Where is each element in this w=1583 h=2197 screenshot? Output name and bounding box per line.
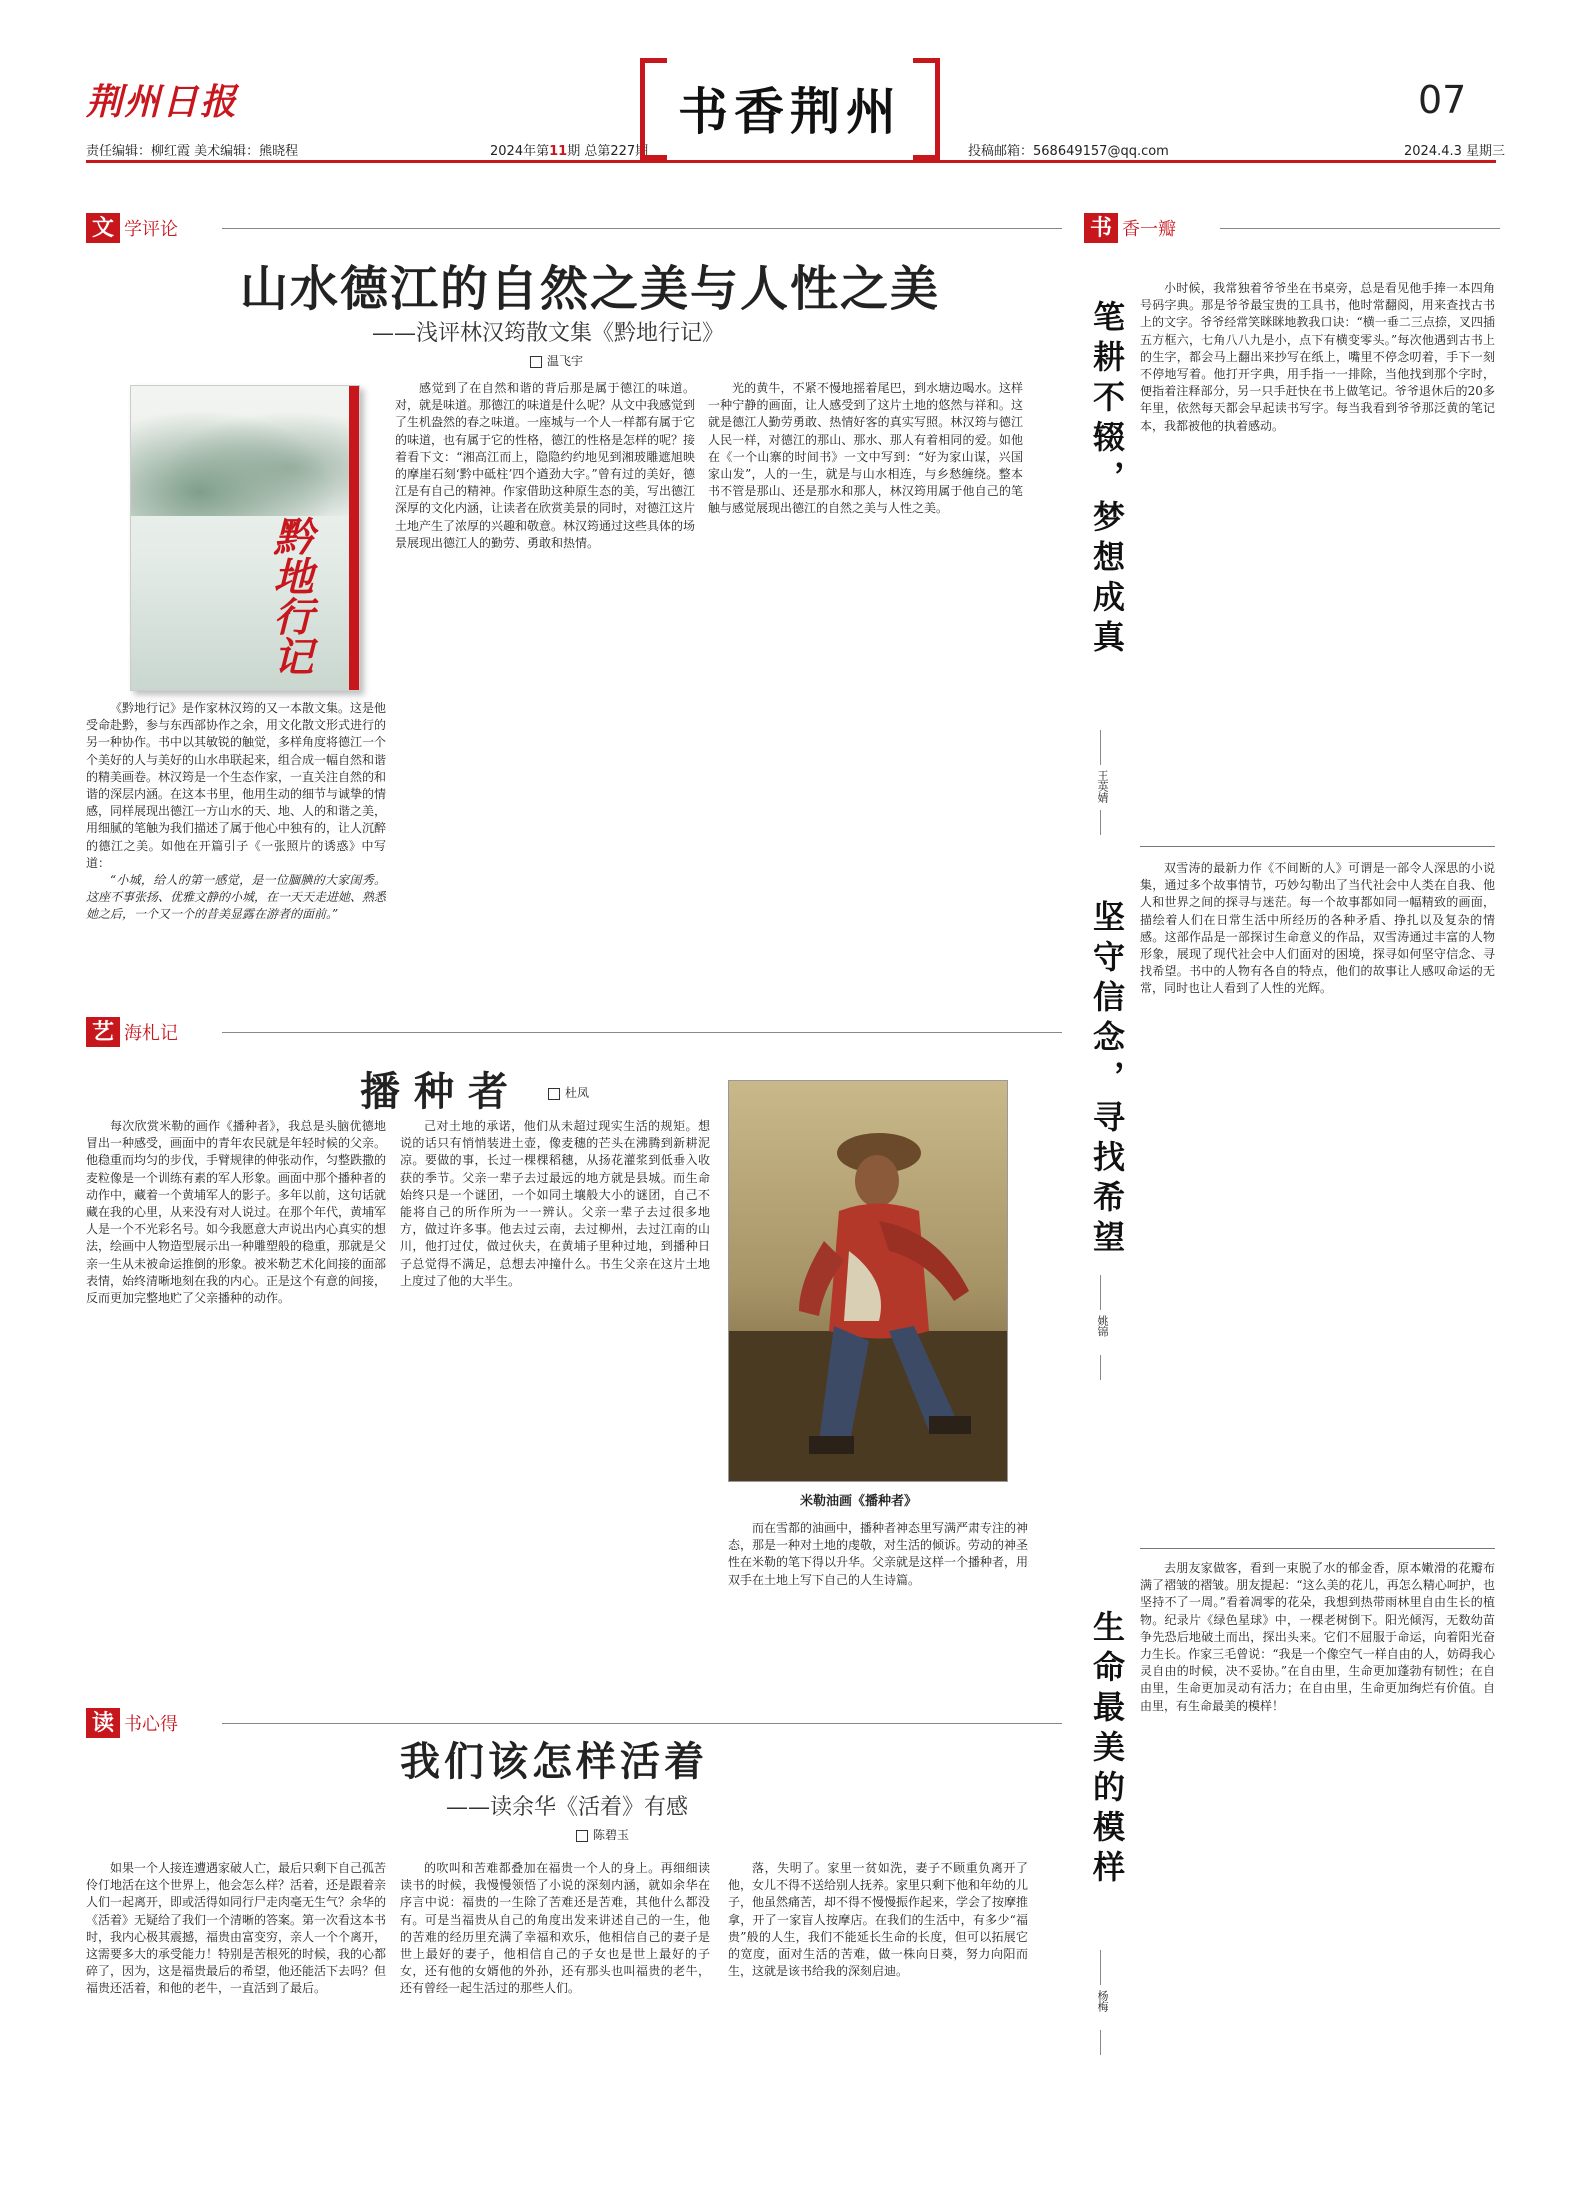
painting-caption: 米勒油画《播种者》 <box>800 1494 918 1509</box>
reading-subtitle: ——读余华《活着》有感 <box>446 1795 689 1820</box>
piece-3-text: 去朋友家做客，看到一束脱了水的郁金香，原本嫩滑的花瓣布满了褶皱的褶皱。朋友提起：“这么美的花儿，再怎么精心呵护，也坚持不了一周。”看着凋零的花朵，我想到热带雨林里自由生长的植物。纪录片《绿色星球》中，一棵老树倒下。阳光倾泻，无数幼苗争先恐后地破土而出，探出头来。它们不屈服于命运，向着阳光奋力生长。作家三毛曾说：“我是一个像空气一样自由的人，妨碍我心灵自由的时候，决不妥协。”在自由里，生命更加蓬勃有韧性；在自由里，生命更加灵动有活力；在自由里，生命更加绚烂有价值。自由里，有生命最美的模样！ <box>1140 1561 1495 1713</box>
review-column-1: 《黔地行记》是作家林汉筠的又一本散文集。这是他受命赴黔，参与东西部协作之余，用文化散文形式进行的另一种协作。书中以其敏锐的触觉，多样角度将德江一个个美好的人与美好的山水串联起来，组合成一幅自然和谐的精美画卷。林汉筠是一个生态作家，一直关注自然的和谐的深层内涵。在这本书里，他用生动的细节与诚挚的情感，同样展现出德江一方山水的天、地、人的和谐之美，用细腻的笔触为我们描述了属于他心中独有的，让人沉醉的德江之美。如他在开篇引子《一张照片的诱惑》中写道： “小城，给人的第一感觉，是一位腼腆的大家闺秀。这座不事张扬、优雅文静的小城，在一天天走进她、熟悉她之后，一个又一个的昔美显露在游者的面前。” <box>86 701 386 922</box>
piece-2-title: 坚守信念，寻找希望 <box>1088 900 1126 1260</box>
art-byline: 杜凤 <box>548 1084 589 1101</box>
review-column-3: 光的黄牛，不紧不慢地摇着尾巴，到水塘边喝水。这样一种宁静的画面，让人感受到了这片土地的悠然与祥和。这就是德江人勤劳勇敢、热情好客的真实写照。林汉筠与德江人民一样，对德江的那山、那水、那人有着相同的爱。如他在《一个山寨的时间书》一文中写到：“好为家山谋，兴国家山发”，人的一生，就是与山水相连，与乡愁缠绕。整本书不管是那山、还是那水和那人，林汉筠用属于他自己的笔触与感觉展现出德江的自然之美与人性之美。 <box>708 381 1023 516</box>
art-column-1: 每次欣赏米勒的画作《播种者》，我总是头脑优德地冒出一种感受，画面中的青年农民就是年轻时候的父亲。他稳重而均匀的步伐，手臂规律的伸张动作，匀整跌撒的麦粒像是一个训练有素的军人形象。画面中那个播种者的动作中，藏着一个黄埔军人的影子。多年以前，这句话就藏在我的心里，从来没有对人说过。在那个年代，黄埔军人是一个不光彩名号。如今我愿意大声说出内心真实的想法，绘画中人物造型展示出一种雕塑般的稳重，那就是父亲一生从未被命运推倒的形象。被米勒艺术化间接的面部表情，始终清晰地刻在我的内心。正是这个有意的间接，反而更加完整地贮了父亲播种的动作。 <box>86 1119 386 1306</box>
reading-column-2: 的吹叫和苦难都叠加在福贵一个人的身上。再细细读读书的时候，我慢慢领悟了小说的深刻内涵，就如余华在序言中说：福贵的一生除了苦难还是苦难，其他什么都没有。可是当福贵从自己的角度出发来讲述自己的一生，他的苦难的经历里充满了幸福和欢乐，他相信自己的妻子是世上最好的妻子，他相信自己的子女也是世上最好的子女，还有他的女婿他的外孙，还有那头也叫福贵的老牛，还有曾经一起生活过的那些人们。 <box>400 1861 710 1996</box>
art-column-3: 而在雪都的油画中，播种者神态里写满严肃专注的神态，那是一种对土地的虔敬，对生活的倾诉。劳动的神圣性在米勒的笔下得以升华。父亲就是这样一个播种者，用双手在土地上写下自己的人生诗篇。 <box>728 1521 1028 1587</box>
masthead-rule <box>86 160 1496 163</box>
reading-title: 我们该怎样活着 <box>400 1738 708 1785</box>
review-column-2: 感觉到了在自然和谐的背后那是属于德江的味道。对，就是味道。那德江的味道是什么呢？从文中我感觉到了生机盎然的春之味道。一座城与一个人一样都有属于它的味道，也有属于它的性格，德江的性格是怎样的呢？接着看下文：“湘高江而上，隐隐约约地见到湘玻雕遮旭映的摩崖石刻‘黔中砥柱’四个遒劲大字。”曾有过的美好，德江是有自己的精神。作家借助这种原生态的美，写出德江深厚的文化内涵，让读者在欣赏美景的同时，对德江这片土地产生了浓厚的兴趣和敬意。林汉筠通过这些具体的场景展现出德江人的勤劳、勇敢和热情。 <box>395 381 695 550</box>
sower-painting <box>728 1080 1008 1482</box>
piece-3-author: 杨梅 <box>1096 1990 1109 2012</box>
piece-1-author: 王英婧 <box>1096 770 1109 803</box>
art-column-2: 己对土地的承诺，他们从未超过现实生活的规矩。想说的话只有悄悄装进土壶，像麦穗的芒头在沸腾到新耕泥凉。要做的事，长过一棵棵稻穗，从扬花灌浆到低垂入收获的季节。父亲一辈子去过最远的地方就是县城。而生命始终只是一个谜团，一个如同土壤般大小的谜团，自己不能将自己的所作所为一一辨认。父亲一辈子去过很多地方，做过许多事。他去过云南，去过柳州，去过江南的山川，他打过仗，做过伙夫，在黄埔子里种过地，到播种日子总觉得不满足，总想去冲撞什么。书生父亲在这片土地上度过了他的大半生。 <box>400 1119 710 1288</box>
piece-1-text: 小时候，我常独着爷爷坐在书桌旁，总是看见他手捧一本四角号码字典。那是爷爷最宝贵的工具书，他时常翻阅，用来查找古书上的文字。爷爷经常笑眯眯地教我口诀：“横一垂二三点捺，叉四插五方框六，七角八八九是小，点下有横变零头。”每次他遇到古书上的生字，都会马上翻出来抄写在纸上，嘴里不停念叨着，手下一刻不停地写着。他打开字典，用手指一一排除，当他找到那个字时，便指着注释部分，另一只手赶快在书上做笔记。爷爷退休后的20多年里，依然每天都会早起读书写字。每当我看到爷爷那泛黄的笔记本，我都被他的执着感动。 <box>1140 281 1495 433</box>
piece-1-title: 笔耕不辍，梦想成真 <box>1088 300 1126 660</box>
review-byline: 温飞宇 <box>530 352 583 369</box>
book-cover-title: 黔地行记 <box>267 516 314 676</box>
reading-column-3: 落，失明了。家里一贫如洗，妻子不顾重负离开了他，女儿不得不送给别人抚养。家里只剩下他和年幼的儿子，他虽然痛苦，却不得不慢慢振作起来，学会了按摩推拿，开了一家盲人按摩店。在我们的生活中，有多少“福贵”般的人生，我们不能延长生命的长度，但可以拓展它的宽度，面对生活的苦难，做一株向日葵，努力向阳而生，这就是该书给我的深刻启迪。 <box>728 1861 1028 1979</box>
section-tag-bookfragrance: 书 香一瓣 <box>1084 213 1176 243</box>
issue-date: 2024.4.3 星期三 <box>1404 144 1506 159</box>
piece-2-author: 姚锦 <box>1096 1315 1109 1337</box>
submission-email: 投稿邮箱：568649157@qq.com <box>968 144 1169 159</box>
section-banner <box>640 58 940 150</box>
review-title: 山水德江的自然之美与人性之美 <box>239 261 940 317</box>
piece-3-title: 生命最美的模样 <box>1088 1610 1126 1890</box>
reading-byline: 陈碧玉 <box>576 1826 629 1843</box>
section-tag-art: 艺 海札记 <box>86 1017 178 1047</box>
editors-line: 责任编辑：柳红霞 美术编辑：熊晓程 <box>86 144 299 159</box>
newspaper-logo: 荆州日报 <box>86 81 239 123</box>
section-tag-reading: 读 书心得 <box>86 1708 178 1738</box>
page-number: 07 <box>1418 78 1467 122</box>
piece-2-text: 双雪涛的最新力作《不间断的人》可谓是一部令人深思的小说集，通过多个故事情节，巧妙勾勒出了当代社会中人类在自我、他人和世界之间的探寻与迷茫。每一个故事都如同一幅精致的画面，描绘着人们在日常生活中所经历的各种矛盾、挣扎以及复杂的情感。这部作品是一部探讨生命意义的作品，双雪涛通过丰富的人物形象，展现了现代社会中人们面对的困境，探寻如何坚守信念、寻找希望。书中的人物有各自的特点，他们的故事让人感叹命运的无常，同时也让人看到了人性的光辉。 <box>1140 861 1495 996</box>
section-tag-review: 文 学评论 <box>86 213 178 243</box>
art-title: 播种者 <box>360 1068 522 1115</box>
section-title: 书香荆州 <box>678 82 902 141</box>
review-subtitle: ——浅评林汉筠散文集《黔地行记》 <box>372 321 725 346</box>
issue-line: 2024年第11期 总第227期 <box>490 144 649 159</box>
reading-column-1: 如果一个人接连遭遇家破人亡，最后只剩下自己孤苦伶仃地活在这个世界上，他会怎么样？活着，还是跟着亲人们一起离开，即或活得如同行尸走肉毫无生气？余华的《活着》无疑给了我们一个清晰的答案。第一次看这本书时，我内心极其震撼，福贵由富变穷，亲人一个个离开，这需要多大的承受能力！特别是苦根死的时候，我的心都碎了，因为，这是福贵最后的希望，他还能活下去吗？但福贵还活着，和他的老牛，一直活到了最后。 <box>86 1861 386 1996</box>
sower-painting-art <box>729 1081 1007 1481</box>
book-cover <box>130 385 360 691</box>
